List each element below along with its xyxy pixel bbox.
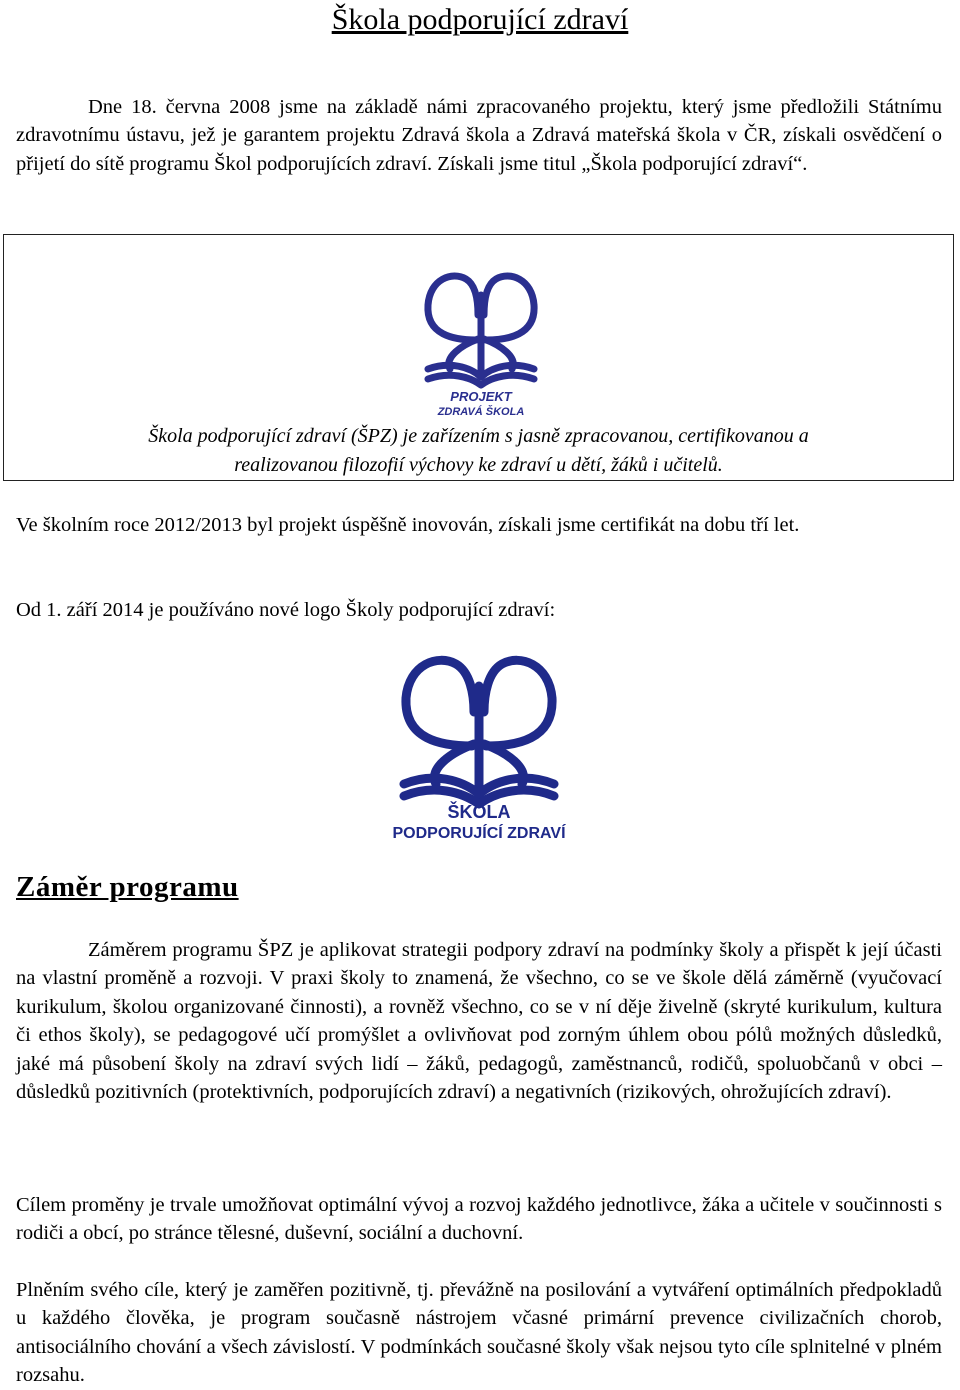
old-logo-line1: PROJEKT: [450, 389, 512, 404]
new-logo-line2: PODPORUJÍCÍ ZDRAVÍ: [392, 825, 566, 842]
goal-paragraph: Cílem proměny je trvale umožňovat optimální vývoj a rozvoj každého jednotlivce, žáka a učitele v součinnosti s rodiči a obcí, po stránce tělesné, duševní, sociální a duchovní.: [16, 1194, 942, 1245]
caption-line-2: realizovanou filozofií výchovy ke zdraví u dětí, žáků i učitelů.: [234, 454, 723, 476]
old-logo-box: [3, 234, 954, 481]
caption-line-1: Škola podporující zdraví (ŠPZ) je zařízením s jasně zpracovanou, certifikovanou a: [148, 425, 809, 447]
renewal-paragraph: Ve školním roce 2012/2013 byl projekt úspěšně inovován, získali jsme certifikát na dobu tří let.: [16, 514, 800, 536]
butterfly-book-logo-new: [384, 646, 574, 842]
old-logo-line2: ZDRAVÁ ŠKOLA: [437, 406, 525, 415]
new-logo-intro: Od 1. září 2014 je používáno nové logo Školy podporující zdraví:: [16, 599, 556, 621]
page-title: Škola podporující zdraví: [331, 3, 629, 36]
fulfilment-paragraph: Plněním svého cíle, který je zaměřen pozitivně, tj. převážně na posilování a vytváření optimálních předpokladů u každého člověka, je program současně nástrojem včasné primární prevence civilizačních chorob, antisociálního chování a všech závislostí. V podmínkách současné školy však nejsou tyto cíle splnitelné v plném rozsahu.: [16, 1279, 942, 1387]
aim-paragraph: Záměrem programu ŠPZ je aplikovat strategii podpory zdraví na podmínky školy a přispět k její účasti na vlastní proměně a rozvoji. V praxi školy to znamená, že všechno, co se ve škole dělá záměrně (vyučovací kurikulum, školou organizované činnosti), a rovněž všechno, co se v ní děje živelně (skryté kurikulum, kultura či ethos školy), se pedagogové učí promýšlet a ovlivňovat pod zorným úhlem obou pólů možných důsledků, jaké má působení školy na zdraví svých lidí – žáků, pedagogů, zaměstnanců, rodičů, spoluobčanů v obci – důsledků pozitivních (protektivních, podporujících zdraví) a negativních (rizikových, ohrožujících zdraví).: [16, 939, 942, 1104]
new-logo-line1: ŠKOLA: [447, 802, 511, 822]
old-logo-caption: [4, 422, 953, 480]
intro-paragraph: Dne 18. června 2008 jsme na základě námi zpracovaného projektu, který jsme předložili Státnímu zdravotnímu ústavu, jež je garantem projektu Zdravá škola a Zdravá mateřská škola v ČR, získali osvědčení o přijetí do sítě programu Škol podporujících zdraví. Získali jsme titul „Škola podporující zdraví“.: [16, 96, 942, 175]
section-heading: Záměr programu: [16, 871, 239, 903]
butterfly-book-logo-old: [414, 265, 549, 415]
